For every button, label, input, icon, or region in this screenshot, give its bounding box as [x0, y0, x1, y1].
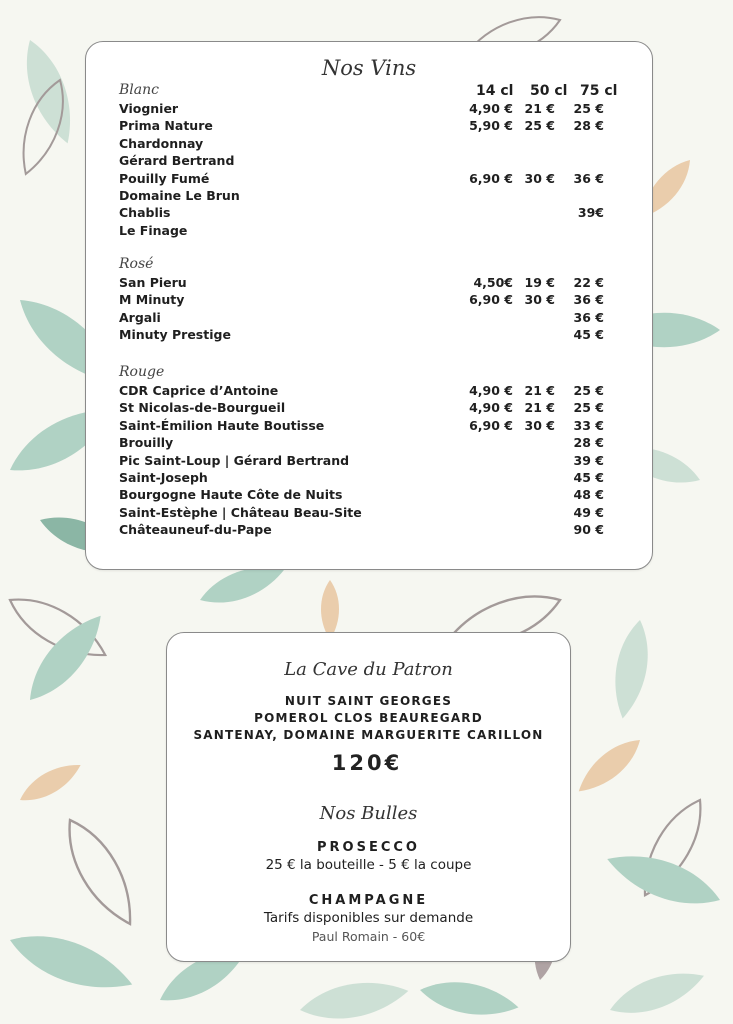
price-14cl: 4,50€	[473, 275, 513, 290]
wine-row	[119, 153, 639, 170]
cave-wine-3: SANTENAY, DOMAINE MARGUERITE CARILLON	[193, 728, 544, 742]
section-heading: Rosé	[119, 256, 154, 272]
price-75cl: 28 €	[573, 435, 604, 451]
price-14cl: 5,90 €	[469, 118, 513, 134]
price-14cl: 6,90 €	[469, 170, 513, 186]
wine-name: Chardonnay	[119, 135, 204, 151]
champagne-info: Tarifs disponibles sur demande	[263, 910, 474, 926]
wine-name: San Pieru	[119, 275, 187, 290]
price-14cl: 6,90 €	[469, 292, 513, 308]
wine-name: Prima Nature	[119, 118, 213, 134]
price-75cl: 45 €	[573, 470, 604, 485]
wine-name: Le Finage	[119, 222, 188, 238]
wine-row	[119, 435, 639, 452]
price-50cl: 25 €	[524, 118, 555, 134]
price-75cl: 39€	[577, 205, 604, 221]
cave-price: 120€	[331, 751, 403, 775]
price-75cl: 39 €	[573, 452, 604, 468]
wine-row	[119, 292, 639, 309]
wine-row	[119, 275, 639, 292]
wine-row	[119, 470, 639, 487]
wine-name: Saint-Estèphe | Château Beau-Site	[119, 504, 362, 520]
section-heading: Rouge	[119, 364, 165, 380]
wine-name: Domaine Le Brun	[119, 188, 240, 203]
wine-name: CDR Caprice d’Antoine	[119, 383, 279, 398]
price-75cl: 49 €	[573, 504, 604, 520]
price-75cl: 22 €	[573, 275, 604, 290]
wine-list-title: Nos Vins	[321, 56, 417, 80]
wine-name: Saint-Joseph	[119, 470, 208, 485]
wine-row	[119, 118, 639, 135]
column-75cl: 75 cl	[580, 83, 618, 99]
wine-row	[119, 418, 639, 435]
wine-row	[119, 101, 639, 118]
wine-row	[119, 522, 639, 539]
price-50cl: 21 €	[524, 400, 555, 416]
price-75cl: 33 €	[573, 417, 604, 433]
champagne-label: CHAMPAGNE	[308, 893, 429, 908]
wine-row	[119, 453, 639, 470]
section-heading: Blanc	[119, 82, 159, 98]
price-75cl: 28 €	[573, 118, 604, 134]
wine-row	[119, 383, 639, 400]
wine-row	[119, 136, 639, 153]
wine-name: Argali	[119, 309, 161, 325]
wine-name: Saint-Émilion Haute Boutisse	[119, 417, 325, 433]
price-75cl: 90 €	[573, 522, 604, 538]
price-14cl: 4,90 €	[469, 101, 513, 116]
wine-name: Châteauneuf-du-Pape	[119, 522, 272, 538]
cave-title: La Cave du Patron	[284, 659, 453, 680]
price-75cl: 36 €	[573, 309, 604, 325]
wine-row	[119, 310, 639, 327]
column-14cl: 14 cl	[476, 83, 514, 99]
wine-row	[119, 505, 639, 522]
champagne-item: Paul Romain - 60€	[311, 929, 426, 944]
wine-row	[119, 171, 639, 188]
price-50cl: 30 €	[524, 292, 555, 308]
price-50cl: 30 €	[524, 417, 555, 433]
price-14cl: 4,90 €	[469, 383, 513, 398]
wine-list-card	[85, 41, 653, 570]
price-14cl: 6,90 €	[469, 417, 513, 433]
prosecco-price: 25 € la bouteille - 5 € la coupe	[265, 857, 472, 873]
wine-row	[119, 188, 639, 205]
price-75cl: 36 €	[573, 292, 604, 308]
cave-wine-2: POMEROL CLOS BEAUREGARD	[254, 711, 483, 725]
price-50cl: 21 €	[524, 101, 555, 116]
wine-row	[119, 205, 639, 222]
wine-row	[119, 400, 639, 417]
price-75cl: 36 €	[573, 170, 604, 186]
wine-name: Viognier	[119, 101, 179, 116]
wine-row	[119, 327, 639, 344]
bulles-title: Nos Bulles	[319, 803, 418, 824]
cave-card	[166, 632, 571, 962]
wine-name: M Minuty	[119, 292, 185, 308]
prosecco-label: PROSECCO	[317, 840, 420, 855]
wine-name: St Nicolas-de-Bourgueil	[119, 400, 286, 416]
price-75cl: 45 €	[573, 327, 604, 343]
wine-name: Bourgogne Haute Côte de Nuits	[119, 487, 343, 503]
wine-name: Chablis	[119, 205, 171, 221]
wine-name: Minuty Prestige	[119, 327, 231, 343]
price-50cl: 30 €	[524, 170, 555, 186]
cave-wine-1: NUIT SAINT GEORGES	[284, 694, 453, 708]
column-50cl: 50 cl	[530, 83, 568, 99]
wine-name: Pouilly Fumé	[119, 170, 210, 186]
wine-row	[119, 487, 639, 504]
wine-row	[119, 223, 639, 240]
price-75cl: 25 €	[573, 400, 604, 416]
price-14cl: 4,90 €	[469, 400, 513, 416]
price-50cl: 19 €	[524, 275, 555, 290]
price-75cl: 25 €	[573, 101, 604, 116]
price-75cl: 25 €	[573, 383, 604, 398]
wine-name: Gérard Bertrand	[119, 153, 235, 169]
wine-name: Pic Saint-Loup | Gérard Bertrand	[119, 452, 350, 468]
price-75cl: 48 €	[573, 487, 604, 503]
price-50cl: 21 €	[524, 383, 555, 398]
wine-name: Brouilly	[119, 435, 174, 451]
